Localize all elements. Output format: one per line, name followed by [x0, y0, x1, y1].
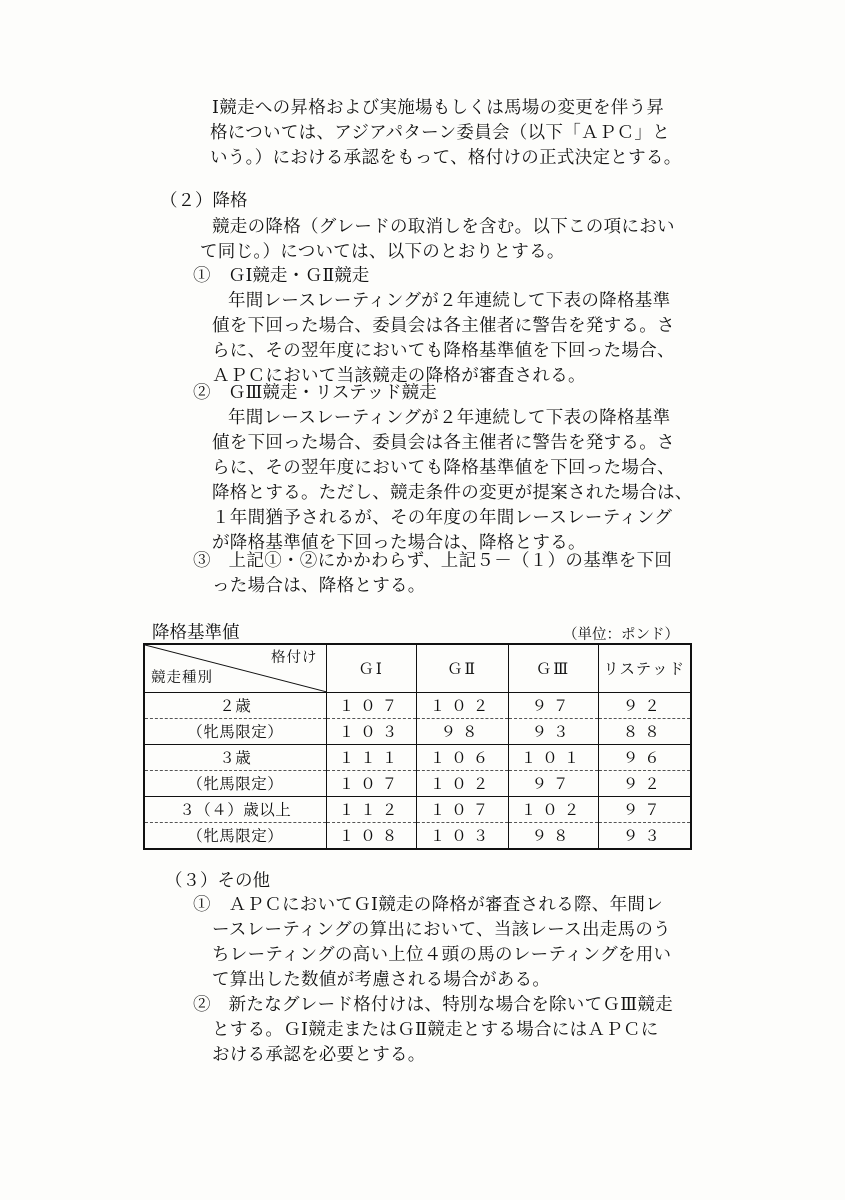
item-1-heading: ① ＧⅠ競走・ＧⅡ競走 — [193, 266, 370, 286]
text-line: Ⅰ競走への昇格および実施場もしくは馬場の変更を伴う昇 — [212, 98, 665, 118]
table-row — [144, 771, 691, 797]
table-cell: １０７ — [416, 797, 508, 823]
column-header: ＧⅢ — [508, 644, 598, 693]
text-line: ースレーティングの算出において、当該レース出走馬のう — [212, 920, 671, 940]
demotion-threshold-table — [143, 643, 692, 850]
row-category: （牝馬限定） — [144, 771, 326, 797]
table-row — [144, 693, 691, 719]
item-2-heading: ② ＧⅢ競走・リステッド競走 — [193, 383, 437, 403]
text-line: 競走の降格（グレードの取消しを含む。以下この項におい — [212, 217, 675, 237]
table-cell: １１１ — [326, 745, 416, 771]
text-line: らに、その翌年度においても降格基準値を下回った場合、 — [212, 341, 675, 361]
table-cell: ８８ — [598, 719, 691, 745]
item-1-text — [212, 289, 675, 389]
table-cell: １０８ — [326, 823, 416, 850]
text-line: 格については、アジアパターン委員会（以下「ＡＰＣ」と — [210, 123, 670, 143]
table-cell: １０７ — [326, 693, 416, 719]
table-row — [144, 823, 691, 850]
table-cell: ９８ — [416, 719, 508, 745]
intro-paragraph — [212, 96, 682, 171]
text-line: て同じ。）については、以下のとおりとする。 — [200, 242, 565, 262]
table-row — [144, 797, 691, 823]
text-line: おける承認を必要とする。 — [212, 1045, 426, 1065]
row-category: ２歳 — [144, 693, 326, 719]
text-line: らに、その翌年度においても降格基準値を下回った場合、 — [212, 458, 675, 478]
row-category: ３歳 — [144, 745, 326, 771]
text-line: 値を下回った場合、委員会は各主催者に警告を発する。さ — [212, 316, 675, 336]
table-cell: １１２ — [326, 797, 416, 823]
row-category: （牝馬限定） — [144, 719, 326, 745]
section-3-item-2 — [193, 993, 673, 1068]
column-header: ＧⅡ — [416, 644, 508, 693]
text-line: 年間レースレーティングが２年連続して下表の降格基準 — [228, 408, 671, 428]
row-category: ３（４）歳以上 — [144, 797, 326, 823]
text-line: が降格基準値を下回った場合は、降格とする。 — [212, 533, 586, 553]
table-cell: ９７ — [598, 797, 691, 823]
table-title: 降格基準値 — [152, 623, 240, 643]
column-header: ＧⅠ — [326, 644, 416, 693]
text-line: ＡＰＣにおいて当該競走の降格が審査される。 — [212, 366, 586, 386]
corner-row-label: 競走種別 — [151, 670, 213, 686]
text-line: とする。ＧⅠ競走またはＧⅡ競走とする場合にはＡＰＣに — [212, 1020, 659, 1040]
table-corner-cell — [144, 644, 326, 693]
table-cell: ９２ — [598, 771, 691, 797]
table-row — [144, 745, 691, 771]
item-2-text — [212, 406, 693, 556]
text-line: 年間レースレーティングが２年連続して下表の降格基準 — [228, 291, 671, 311]
section-2-intro — [200, 215, 675, 265]
text-line: １年間猶予されるが、その年度の年間レースレーティング — [212, 508, 673, 528]
table-cell: ９２ — [598, 693, 691, 719]
table-cell: ９３ — [598, 823, 691, 850]
section-2-heading: （２）降格 — [160, 191, 248, 211]
text-line: ③ 上記①・②にかかわらず、上記５－（１）の基準を下回 — [193, 551, 673, 571]
text-line: った場合は、降格とする。 — [212, 576, 426, 596]
text-line: ちレーティングの高い上位４頭の馬のレーティングを用い — [212, 945, 672, 965]
text-line: 降格とする。ただし、競走条件の変更が提案された場合は、 — [212, 483, 693, 503]
table-cell: １０３ — [416, 823, 508, 850]
table-cell: ９８ — [508, 823, 598, 850]
table-cell: ９７ — [508, 693, 598, 719]
text-line: 値を下回った場合、委員会は各主催者に警告を発する。さ — [212, 433, 675, 453]
table-cell: １０２ — [416, 771, 508, 797]
column-header: リステッド — [598, 644, 691, 693]
corner-column-label: 格付け — [271, 650, 318, 666]
table-cell: ９６ — [598, 745, 691, 771]
table-cell: １０２ — [416, 693, 508, 719]
table-cell: １０７ — [326, 771, 416, 797]
table-row — [144, 719, 691, 745]
table-cell: １０２ — [508, 797, 598, 823]
text-line: いう。）における承認をもって、格付けの正式決定とする。 — [210, 148, 682, 168]
item-3-text — [193, 549, 672, 599]
text-line: ② 新たなグレード格付けは、特別な場合を除いてＧⅢ競走 — [193, 995, 673, 1015]
section-3-item-1 — [193, 893, 671, 993]
table-cell: １０６ — [416, 745, 508, 771]
table-cell: １０１ — [508, 745, 598, 771]
table-cell: ９３ — [508, 719, 598, 745]
row-category: （牝馬限定） — [144, 823, 326, 850]
table-unit: （単位：ポンド） — [563, 627, 679, 643]
text-line: て算出した数値が考慮される場合がある。 — [212, 970, 551, 990]
table-cell: ９７ — [508, 771, 598, 797]
section-3-heading: （３）その他 — [165, 871, 270, 891]
table-cell: １０３ — [326, 719, 416, 745]
text-line: ① ＡＰＣにおいてＧⅠ競走の降格が審査される際、年間レ — [193, 895, 664, 915]
